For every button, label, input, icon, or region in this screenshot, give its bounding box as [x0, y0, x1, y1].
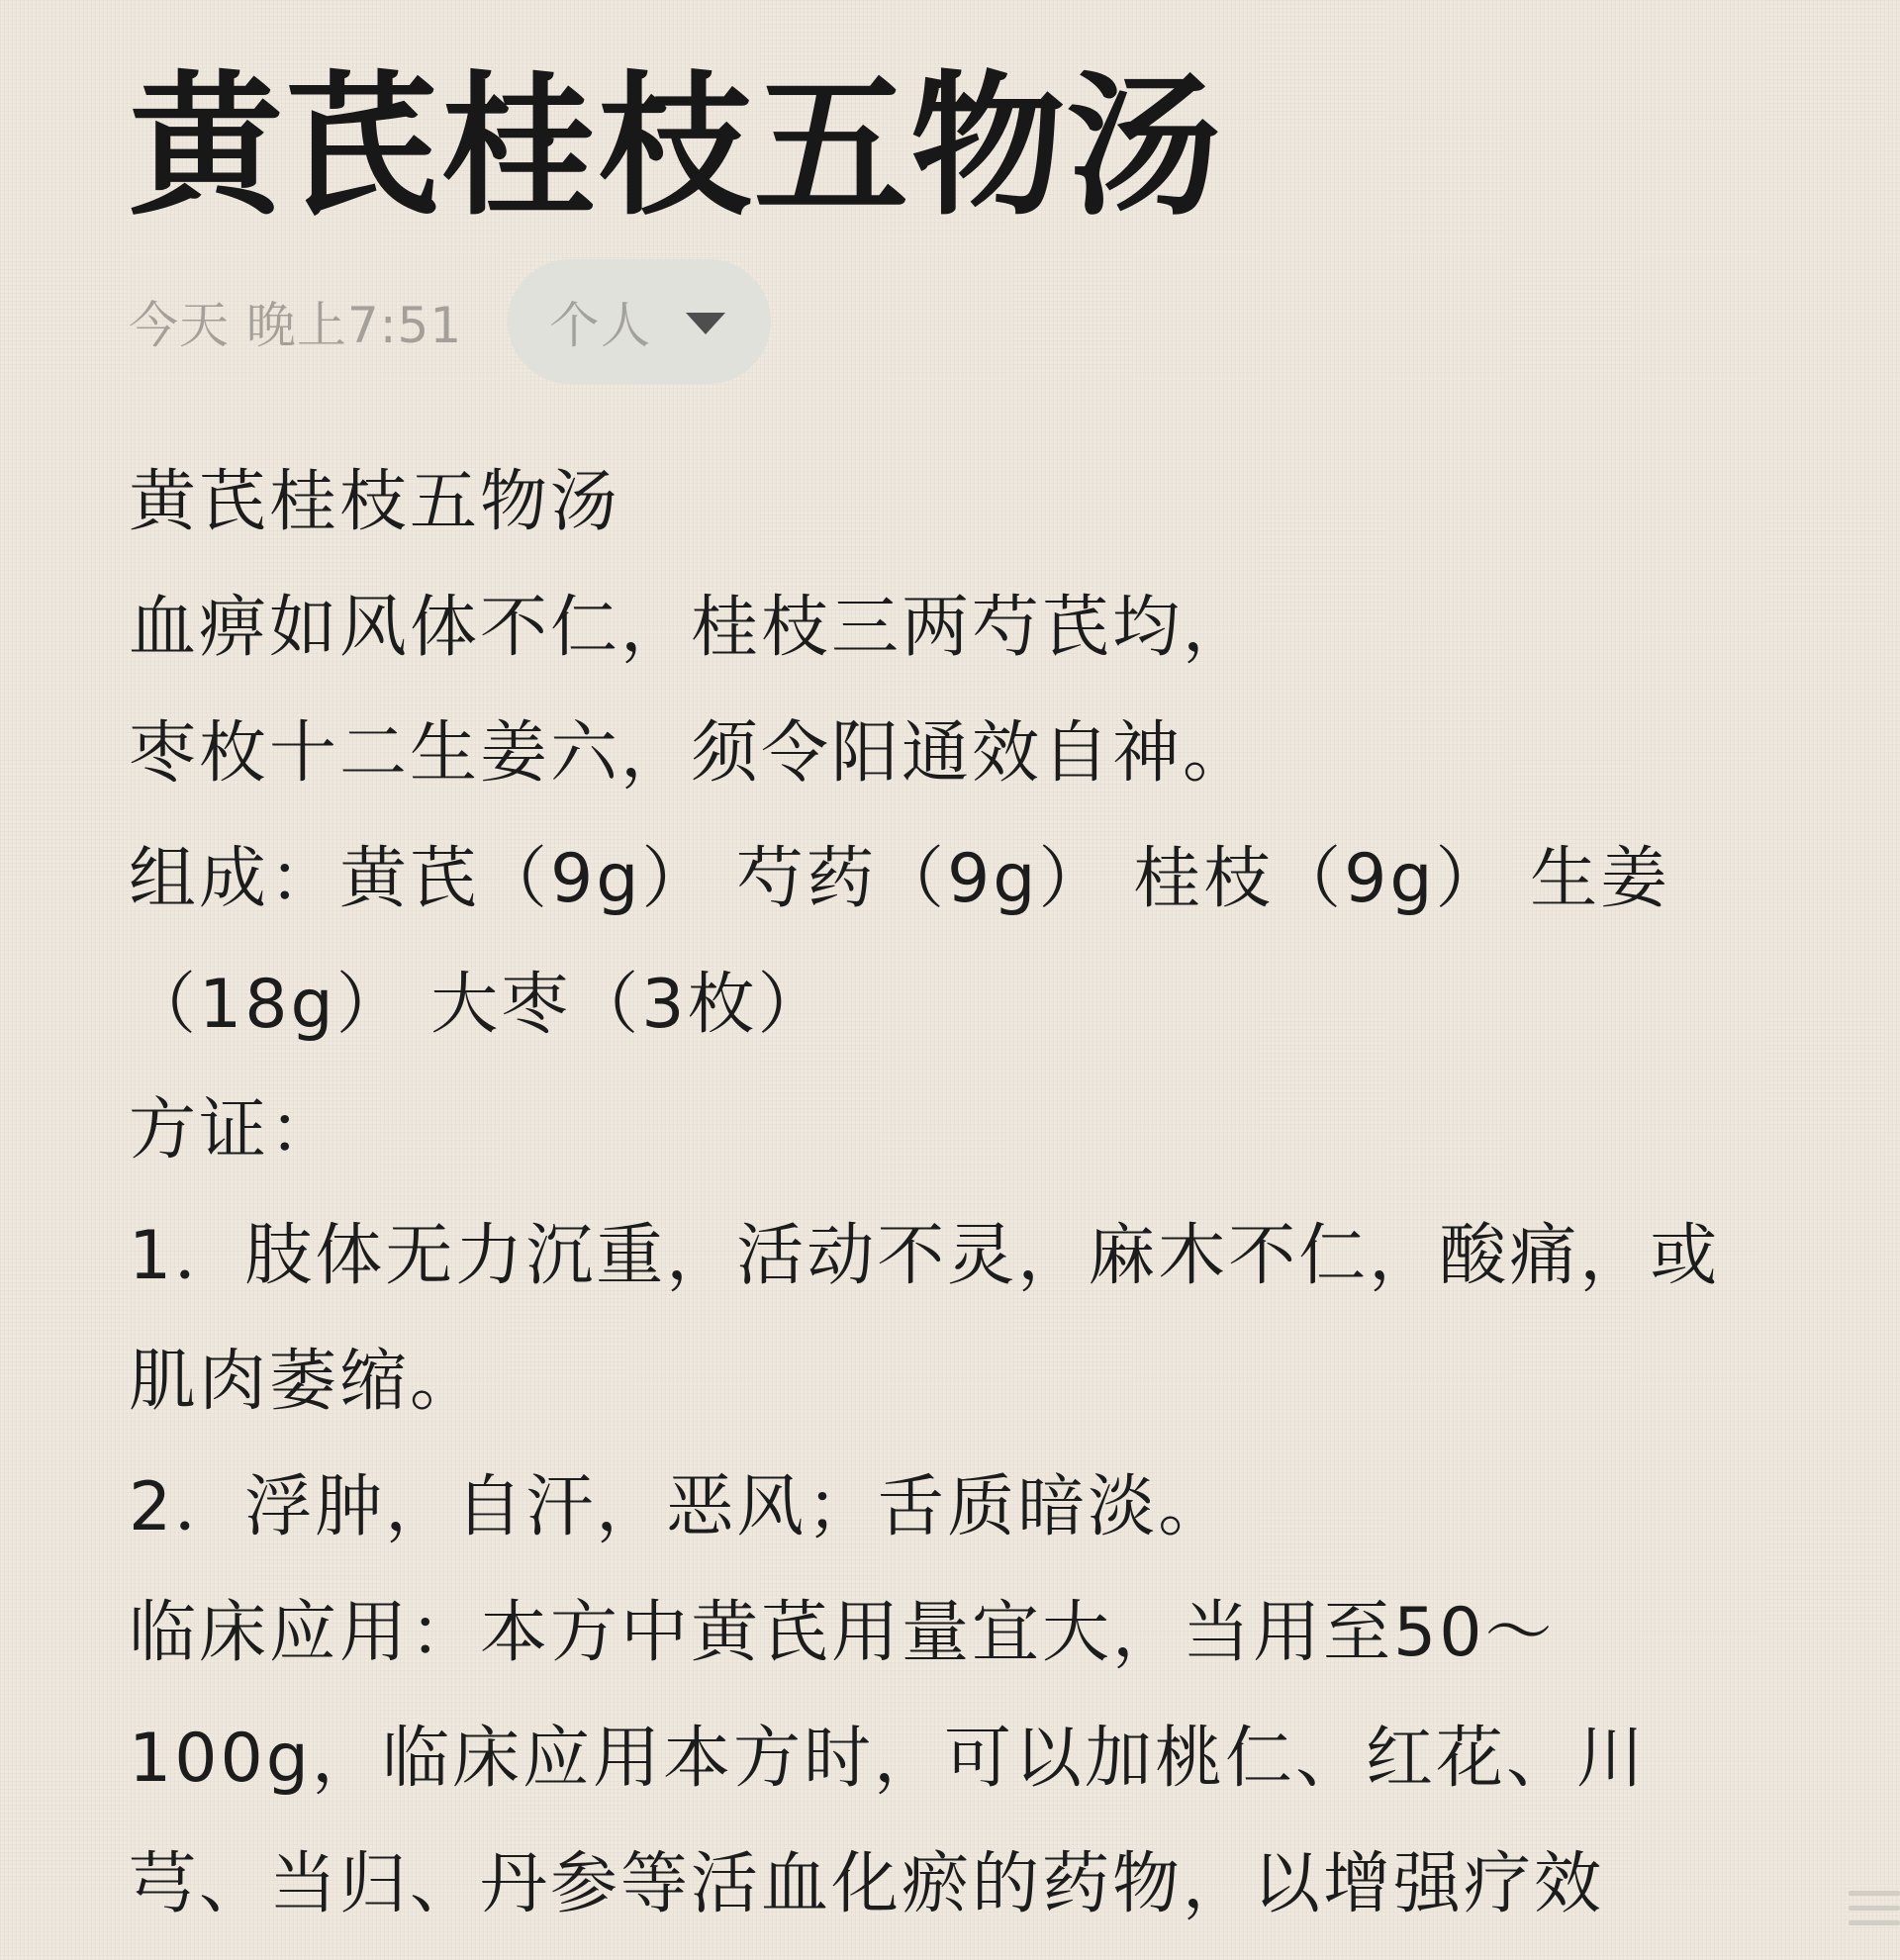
note-body[interactable] — [129, 439, 1811, 1947]
folder-selector[interactable] — [508, 259, 771, 384]
note-line: 1．肢体无力沉重，活动不灵，麻木不仁，酸痛，或 — [129, 1217, 1721, 1295]
note-line: 黄芪桂枝五物汤 — [129, 463, 621, 541]
folder-label: 个人 — [549, 297, 653, 354]
caret-down-icon — [686, 313, 725, 334]
note-line: 肌肉萎缩。 — [129, 1343, 481, 1421]
note-title[interactable]: 黄芪桂枝五物汤 — [129, 56, 1223, 236]
note-line: 芎、当归、丹参等活血化瘀的药物，以增强疗效 — [129, 1845, 1605, 1923]
note-meta — [129, 259, 771, 384]
note-line: 组成：黄芪（9g） 芍药（9g） 桂枝（9g） 生姜 — [129, 840, 1671, 918]
scroll-indicator-icon[interactable] — [1849, 1891, 1900, 1950]
note-line: 100g，临床应用本方时，可以加桃仁、红花、川 — [129, 1720, 1647, 1798]
note-line: 临床应用：本方中黄芪用量宜大，当用至50～ — [129, 1594, 1556, 1672]
note-line: 方证： — [129, 1091, 340, 1169]
note-line: 枣枚十二生姜六，须令阳通效自神。 — [129, 714, 1254, 793]
note-timestamp: 今天 晚上7:51 — [129, 297, 463, 354]
note-line: （18g） 大枣（3枚） — [129, 966, 828, 1044]
note-line: 血痹如风体不仁，桂枝三两芍芪均， — [129, 589, 1254, 667]
note-line: 2．浮肿，自汗，恶风；舌质暗淡。 — [129, 1468, 1229, 1546]
